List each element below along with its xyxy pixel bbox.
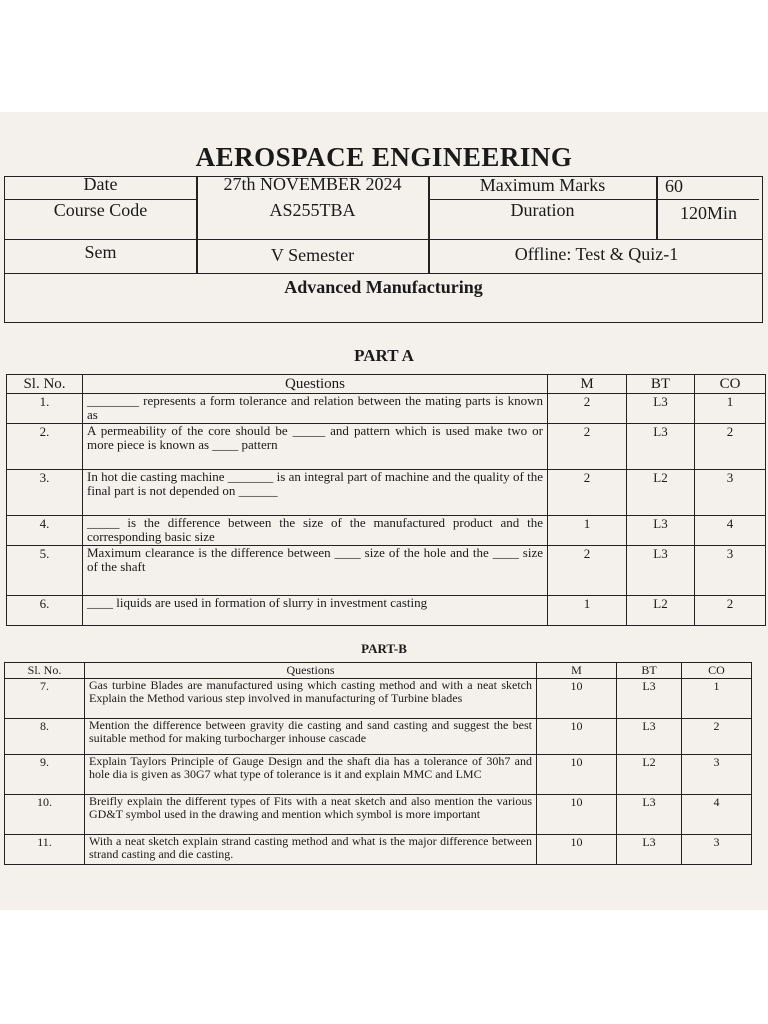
table-row <box>7 424 766 470</box>
question-marks: 10 <box>537 795 617 835</box>
question-marks: 1 <box>548 596 627 626</box>
part-b-title: PART-B <box>361 641 407 656</box>
question-bt: L2 <box>617 755 682 795</box>
question-bt: L3 <box>627 424 695 470</box>
part-a-table <box>6 374 766 626</box>
question-bt: L3 <box>627 394 695 424</box>
question-bt: L3 <box>617 835 682 865</box>
question-number: 9. <box>5 755 85 795</box>
part-b-header-row <box>5 663 752 679</box>
table-row <box>5 795 752 835</box>
question-bt: L2 <box>627 596 695 626</box>
question-co: 2 <box>695 596 766 626</box>
question-marks: 10 <box>537 679 617 719</box>
part-b-table <box>4 662 752 865</box>
question-co: 1 <box>695 394 766 424</box>
question-text: Gas turbine Blades are manufactured using which casting method and with a neat sketch Explain the Method various step involved in manufacturing of Turbine blades <box>85 679 537 719</box>
date-label: Date <box>83 174 118 194</box>
question-bt: L3 <box>627 516 695 546</box>
table-row <box>7 546 766 596</box>
table-row <box>5 719 752 755</box>
question-co: 2 <box>695 424 766 470</box>
question-marks: 2 <box>548 424 627 470</box>
col-questions: Questions <box>83 375 548 394</box>
question-bt: L3 <box>617 795 682 835</box>
part-a-header-row <box>7 375 766 394</box>
question-co: 3 <box>682 755 752 795</box>
question-co: 4 <box>682 795 752 835</box>
question-number: 5. <box>7 546 83 596</box>
question-number: 7. <box>5 679 85 719</box>
sem-value: V Semester <box>270 245 355 265</box>
question-number: 6. <box>7 596 83 626</box>
question-text: Breifly explain the different types of Fits with a neat sketch and also mention the various GD&T symbol used in the drawing and mention which symbol is more important <box>85 795 537 835</box>
col-bt: BT <box>627 375 695 394</box>
duration-value: 120Min <box>679 203 737 223</box>
table-row <box>5 679 752 719</box>
question-number: 8. <box>5 719 85 755</box>
question-marks: 2 <box>548 546 627 596</box>
question-text: In hot die casting machine _______ is an integral part of machine and the quality of the final part is not depended on ______ <box>83 470 548 516</box>
question-marks: 2 <box>548 470 627 516</box>
question-marks: 10 <box>537 719 617 755</box>
col-sl-no: Sl. No. <box>7 375 83 394</box>
col-sl-no: Sl. No. <box>5 663 85 679</box>
question-co: 1 <box>682 679 752 719</box>
question-co: 4 <box>695 516 766 546</box>
col-marks: M <box>537 663 617 679</box>
course-code-label: Course Code <box>53 200 148 220</box>
exam-header-table <box>4 176 763 323</box>
max-marks-label: Maximum Marks <box>479 175 606 195</box>
question-marks: 10 <box>537 755 617 795</box>
table-row <box>5 835 752 865</box>
question-number: 3. <box>7 470 83 516</box>
col-questions: Questions <box>85 663 537 679</box>
duration-label: Duration <box>510 200 575 220</box>
sem-label: Sem <box>84 242 117 262</box>
table-row <box>7 394 766 424</box>
question-text: ________ represents a form tolerance and relation between the mating parts is known as <box>83 394 548 424</box>
question-number: 11. <box>5 835 85 865</box>
question-number: 1. <box>7 394 83 424</box>
question-number: 10. <box>5 795 85 835</box>
col-marks: M <box>548 375 627 394</box>
question-number: 2. <box>7 424 83 470</box>
question-text: With a neat sketch explain strand casting method and what is the major difference between strand casting and die casting. <box>85 835 537 865</box>
question-bt: L3 <box>617 679 682 719</box>
question-bt: L3 <box>627 546 695 596</box>
question-marks: 10 <box>537 835 617 865</box>
col-co: CO <box>695 375 766 394</box>
question-text: Mention the difference between gravity die casting and sand casting and suggest the best suitable method for making turbocharger inhouse cascade <box>85 719 537 755</box>
table-row <box>7 516 766 546</box>
subject-name: Advanced Manufacturing <box>284 277 483 297</box>
table-row <box>7 596 766 626</box>
table-row <box>5 755 752 795</box>
max-marks-value: 60 <box>665 176 683 196</box>
question-text: A permeability of the core should be _____ and pattern which is used make two or more piece is known as ____ pattern <box>83 424 548 470</box>
question-marks: 1 <box>548 516 627 546</box>
question-co: 3 <box>682 835 752 865</box>
question-co: 3 <box>695 546 766 596</box>
exam-mode: Offline: Test & Quiz-1 <box>514 244 679 264</box>
part-a-title: PART A <box>354 346 414 365</box>
course-code-value: AS255TBA <box>269 200 356 220</box>
question-number: 4. <box>7 516 83 546</box>
date-value: 27th NOVEMBER 2024 <box>223 174 402 194</box>
col-bt: BT <box>617 663 682 679</box>
question-text: _____ is the difference between the size of the manufactured product and the corresponding basic size <box>83 516 548 546</box>
question-bt: L3 <box>617 719 682 755</box>
question-text: ____ liquids are used in formation of slurry in investment casting <box>83 596 548 626</box>
page-title: AEROSPACE ENGINEERING <box>195 142 573 172</box>
col-co: CO <box>682 663 752 679</box>
question-marks: 2 <box>548 394 627 424</box>
question-co: 2 <box>682 719 752 755</box>
question-co: 3 <box>695 470 766 516</box>
question-text: Maximum clearance is the difference between ____ size of the hole and the ____ size of the shaft <box>83 546 548 596</box>
exam-sheet <box>0 112 768 910</box>
question-bt: L2 <box>627 470 695 516</box>
question-text: Explain Taylors Principle of Gauge Design and the shaft dia has a tolerance of 30h7 and hole dia is given as 30G7 what type of tolerance is it and explain MMC and LMC <box>85 755 537 795</box>
table-row <box>7 470 766 516</box>
